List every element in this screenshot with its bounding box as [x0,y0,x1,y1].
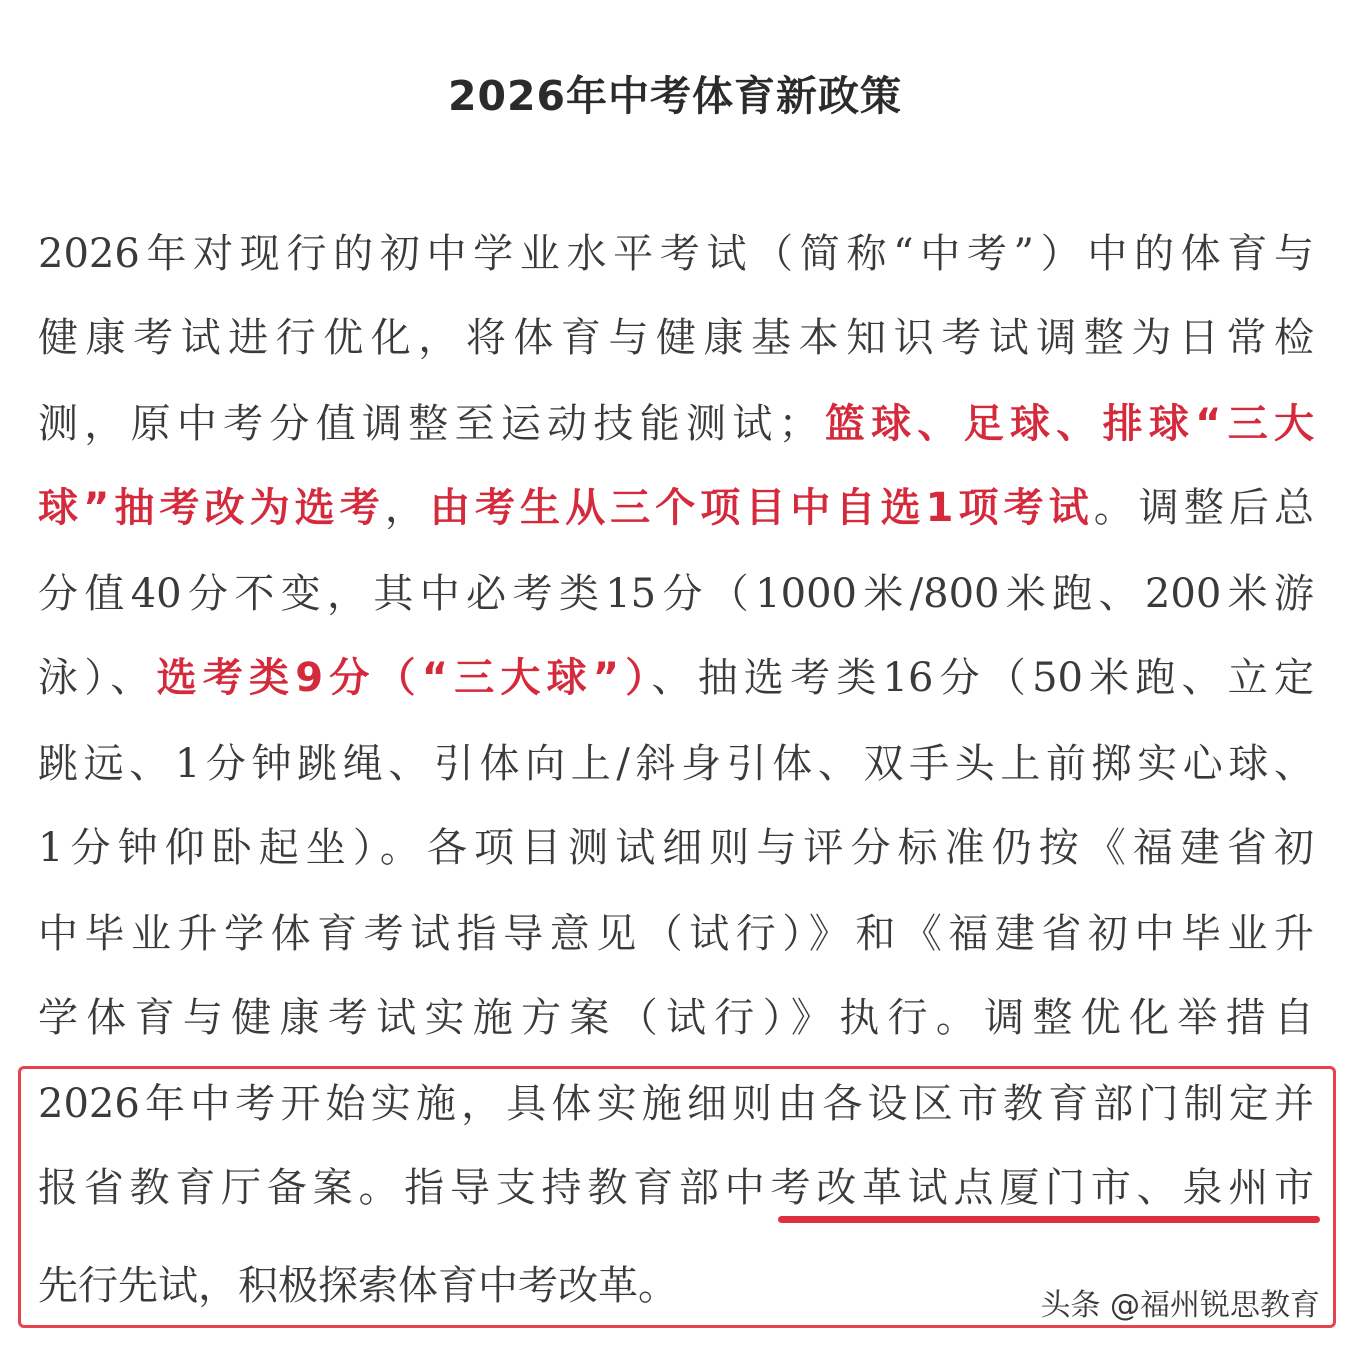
paragraph-line-5 [38,552,1314,636]
line-text: 2026年中考开始实施，具体实施细则由各设区市教育部门制定并 [38,1081,1314,1127]
emphasis-text: 由考生从三个项目中自选1项考试 [429,485,1094,531]
line-text: 、抽选考类16分（50米跑、立定 [651,655,1314,701]
line-text: 中毕业升学体育考试指导意见（试行）》和《福建省初中毕业升 [38,911,1314,957]
paragraph-line-1 [38,212,1314,296]
line-text: 1分钟仰卧起坐）。各项目测试细则与评分标准仍按《福建省初 [38,825,1314,871]
paragraph-line-10 [38,976,1314,1060]
line-text: 泳）、 [38,655,157,701]
page-title: 2026年中考体育新政策 [447,72,903,120]
paragraph-line-8 [38,806,1314,890]
line-text: 报省教育厅备案。指导支持教育部中考改革试点厦门市、泉州市 [38,1165,1314,1211]
line-text: 。调整后总 [1093,485,1314,531]
emphasis-text: 选考类9分（“三大球”） [156,655,652,701]
paragraph-line-6 [38,636,1314,720]
red-underline [778,1216,1320,1223]
paragraph-line-7 [38,722,1314,806]
line-text: 健康考试进行优化，将体育与健康基本知识考试调整为日常检 [38,315,1314,361]
watermark: 头条 @福州锐思教育 [1040,1288,1320,1323]
line-text: 跳远、1分钟跳绳、引体向上/斜身引体、双手头上前掷实心球、 [38,741,1314,787]
line-text: 先行先试，积极探索体育中考改革。 [38,1263,678,1309]
emphasis-text: 球”抽考改为选考 [38,485,385,531]
line-text: 测，原中考分值调整至运动技能测试； [38,401,819,447]
paragraph-line-11 [38,1062,1314,1146]
paragraph-line-2 [38,296,1314,380]
line-text: 学体育与健康考试实施方案（试行）》执行。调整优化举措自 [38,995,1314,1041]
line-text: ， [384,485,430,531]
emphasis-text: 篮球、足球、排球“三大 [818,401,1314,447]
paragraph-line-3 [38,382,1314,466]
line-text: 2026年对现行的初中学业水平考试（简称“中考”）中的体育与 [38,231,1314,277]
paragraph-line-4 [38,466,1314,550]
paragraph-line-9 [38,892,1314,976]
line-text: 分值40分不变，其中必考类15分（1000米/800米跑、200米游 [38,571,1314,617]
